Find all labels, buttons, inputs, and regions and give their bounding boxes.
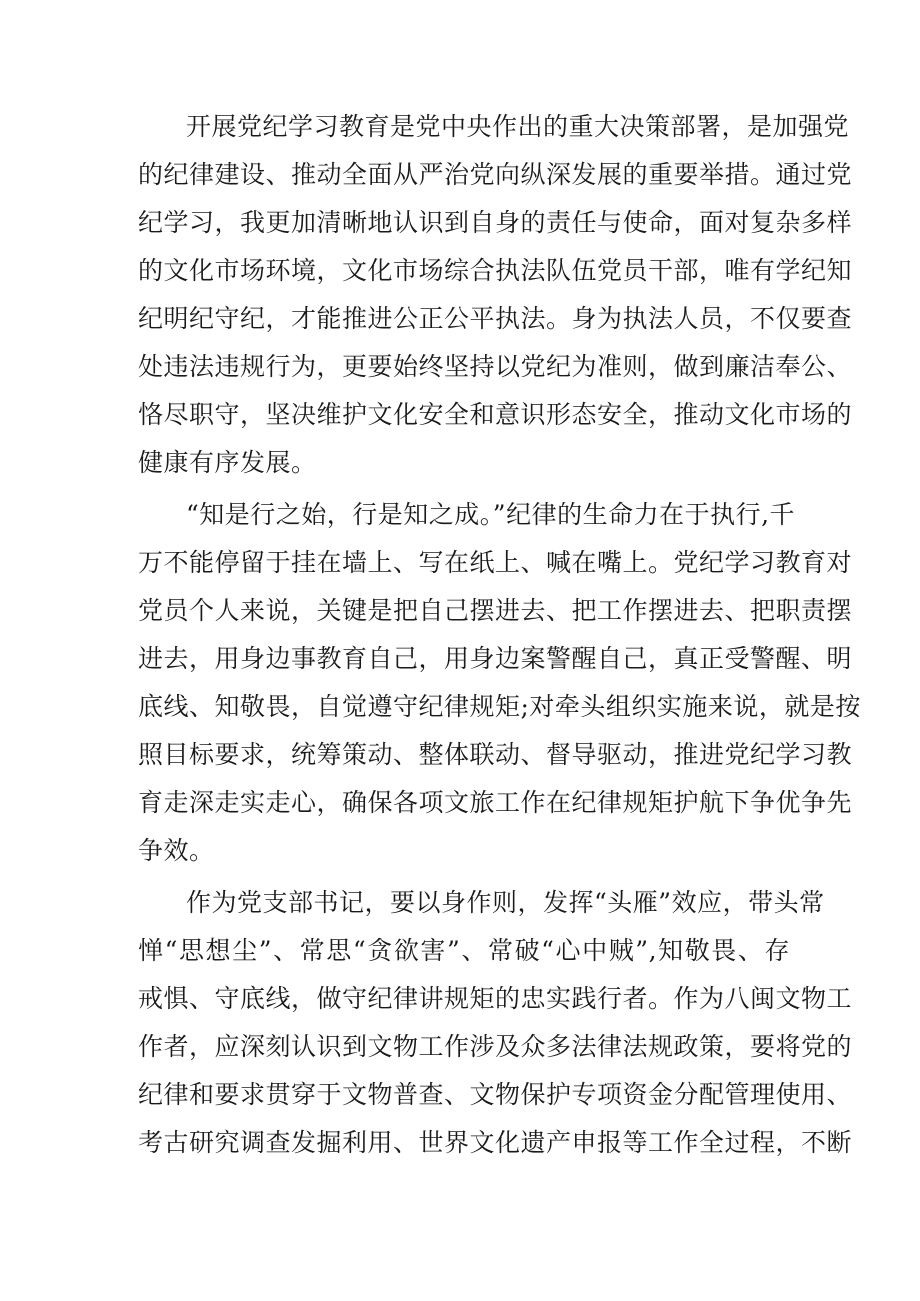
paragraph-2-line-7: 育走深走实走心，确保各项文旅工作在纪律规矩护航下争优争先 [138,788,853,817]
paragraph-1-line-5: 纪明纪守纪，才能推进公正公平执法。身为执法人员，不仅要查 [138,304,853,333]
paragraph-2-line-2: 万不能停留于挂在墙上、写在纸上、喊在嘴上。党纪学习教育对 [138,548,853,577]
paragraph-1-line-1: 开展党纪学习教育是党中央作出的重大决策部署，是加强党 [186,112,850,141]
paragraph-3-line-3: 戒惧、守底线，做守纪律讲规矩的忠实践行者。作为八闽文物工 [138,984,853,1013]
paragraph-2-line-6: 照目标要求，统筹策动、整体联动、督导驱动，推进党纪学习教 [138,740,853,769]
paragraph-2-line-8: 争效。 [138,836,215,865]
paragraph-3-line-6: 考古研究调查发掘利用、世界文化遗产申报等工作全过程，不断 [138,1128,853,1157]
paragraph-3-line-1: 作为党支部书记，要以身作则，发挥“头雁”效应，带头常 [186,888,825,917]
paragraph-3-line-5: 纪律和要求贯穿于文物普查、文物保护专项资金分配管理使用、 [138,1080,853,1109]
paragraph-2-line-3: 党员个人来说，关键是把自己摆进去、把工作摆进去、把职责摆 [138,596,853,625]
paragraph-3-line-4: 作者，应深刻认识到文物工作涉及众多法律法规政策，要将党的 [138,1032,853,1061]
paragraph-1-line-8: 健康有序发展。 [138,448,317,477]
paragraph-3-line-2: 惮“思想尘”、常思“贪欲害”、常破“心中贼”,知敬畏、存 [138,936,790,965]
paragraph-1-line-3: 纪学习，我更加清晰地认识到自身的责任与使命，面对复杂多样 [138,208,853,237]
paragraph-2-line-4: 进去，用身边事教育自己，用身边案警醒自己，真正受警醒、明 [138,644,853,673]
paragraph-1-line-6: 处违法违规行为，更要始终坚持以党纪为准则，做到廉洁奉公、 [138,352,853,381]
paragraph-1-line-2: 的纪律建设、推动全面从严治党向纵深发展的重要举措。通过党 [138,160,853,189]
paragraph-2-line-5: 底线、知敬畏，自觉遵守纪律规矩;对牵头组织实施来说，就是按 [138,692,861,721]
paragraph-1-line-7: 恪尽职守，坚决维护文化安全和意识形态安全，推动文化市场的 [138,400,853,429]
paragraph-1-line-4: 的文化市场环境，文化市场综合执法队伍党员干部，唯有学纪知 [138,256,853,285]
paragraph-2-line-1: “知是行之始，行是知之成。”纪律的生命力在于执行,千 [186,500,796,529]
